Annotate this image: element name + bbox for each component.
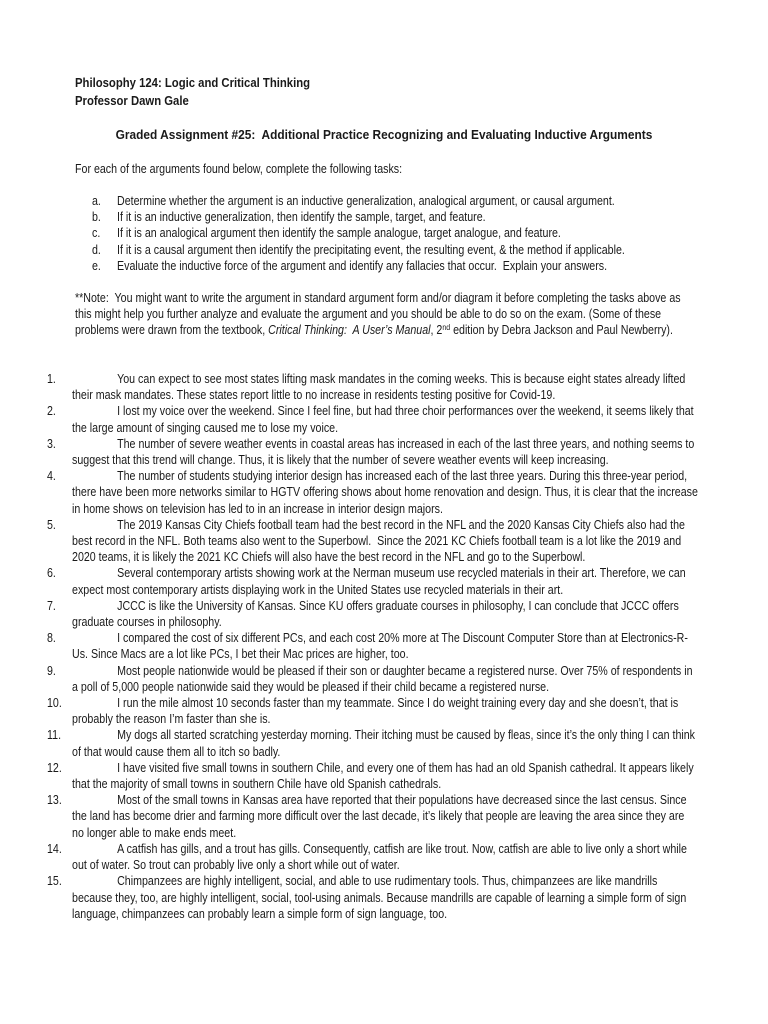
argument-item — [47, 436, 698, 468]
argument-text: You can expect to see most states lifting mask mandates in the coming weeks. This is because eight states already lifted their mask mandates. These states report little to no increase in residents testing positive for Covid-19. — [72, 371, 689, 403]
argument-list — [47, 371, 701, 922]
note-text-end: edition by Debra Jackson and Paul Newberry). — [450, 322, 673, 338]
argument-text: I have visited five small towns in southern Chile, and every one of them has had an old Spanish cathedral. It appears likely that the majority of small towns in southern Chile have old Spanish cathedrals. — [72, 759, 697, 792]
note-text: **Note: You might want to write the argument in standard argument form and/or diagram it before completing the tasks above as this might help you further analyze and evaluate the argument and you should be able to do so on the exam. (Some of these problems were drawn from the textbook, — [75, 290, 684, 338]
course-title: Philosophy 124: Logic and Critical Thinking — [75, 75, 311, 90]
argument-text: My dogs all started scratching yesterday morning. Their itching must be caused by fleas, since it’s the only thing I can think of that would cause them all to itch so badly. — [72, 727, 698, 759]
argument-item — [47, 727, 698, 759]
argument-text: Most of the small towns in Kansas area have reported that their populations have decreased since the last census. Since the land has become drier and farming more difficult over the last decade, it’s likely that people are leaving the area since they are no longer able to make ends meet. — [72, 792, 690, 840]
course-header — [75, 74, 310, 110]
task-letter: e. — [92, 257, 101, 273]
argument-item — [47, 403, 698, 435]
task-text: Determine whether the argument is an inductive generalization, analogical argument, or causal argument. — [117, 193, 615, 208]
argument-text: Most people nationwide would be pleased if their son or daughter became a registered nurse. Over 75% of respondents in a poll of 5,000 people nationwide said they would be pleased if their child became a registered nurse. — [72, 662, 696, 694]
argument-number: 9. — [47, 662, 56, 678]
argument-item — [47, 630, 698, 662]
argument-item — [47, 695, 698, 727]
task-text: If it is an inductive generalization, then identify the sample, target, and feature. — [117, 209, 486, 225]
argument-item — [47, 792, 698, 841]
task-letter: c. — [92, 225, 101, 241]
argument-text: I compared the cost of six different PCs, and each cost 20% more at The Discount Computer Store than at Electronics-R-Us. Since Macs are a lot like PCs, I bet their Mac prices are higher, too. — [72, 630, 688, 662]
argument-number: 2. — [47, 403, 56, 419]
argument-text: Chimpanzees are highly intelligent, social, and able to use rudimentary tools. Thus, chimpanzees are like mandrills because they, too, are highly intelligent, social, tool-using animals. Because mandrills are capable of learning a simple form of sign language, chimpanzees can probably learn a simple form of sign language, too. — [72, 873, 690, 921]
task-item — [92, 209, 698, 225]
argument-item — [47, 663, 698, 695]
task-item — [92, 258, 698, 274]
argument-number: 7. — [47, 597, 56, 613]
argument-text: The 2019 Kansas City Chiefs football team had the best record in the NFL and the 2020 Kansas City Chiefs also had the best record in the NFL. Both teams also went to the Superbowl. Since the 2021 KC Chiefs football team is a lot like the 2019 and 2020 teams, it is likely the 2021 KC Chiefs will also have the best record in the NFL and go to the Superbowl. — [72, 516, 688, 565]
argument-item — [47, 517, 698, 566]
argument-item — [47, 468, 701, 517]
task-letter: a. — [92, 193, 101, 208]
argument-item — [47, 841, 698, 873]
task-letter: d. — [92, 241, 101, 257]
argument-number: 3. — [47, 435, 56, 451]
argument-text: A catfish has gills, and a trout has gills. Consequently, catfish are like trout. Now, catfish are able to live only a short while out of water. So trout can probably live only a short while out of water. — [72, 840, 690, 873]
task-item — [92, 242, 698, 258]
argument-number: 1. — [47, 371, 56, 386]
argument-text: I lost my voice over the weekend. Since I feel fine, but had three choir performances over the weekend, it seems likely that the large amount of singing caused me to lose my voice. — [72, 403, 697, 435]
task-item — [92, 193, 698, 209]
argument-item — [47, 873, 698, 922]
note-text-edition: , 2 — [430, 322, 443, 338]
argument-item — [47, 760, 698, 792]
task-text: Evaluate the inductive force of the argument and identify any fallacies that occur. Explain your answers. — [117, 257, 608, 273]
argument-number: 13. — [47, 792, 62, 808]
argument-text: The number of students studying interior design has increased each of the last three years. During this three-year period, there have been more networks similar to HGTV offering shows about home renovation and design. Thus, it is clear that the increase in home shows on television has led to in an increase in interior design majors. — [72, 468, 701, 516]
task-item — [92, 225, 698, 241]
task-list — [92, 193, 698, 274]
argument-text: JCCC is like the University of Kansas. Since KU offers graduate courses in philosophy, I can conclude that JCCC offers graduate courses in philosophy. — [72, 597, 682, 630]
argument-text: I run the mile almost 10 seconds faster than my teammate. Since I do weight training every day and she doesn’t, that is probably the reason I’m faster than she is. — [72, 695, 682, 727]
task-letter: b. — [92, 209, 101, 225]
argument-text: Several contemporary artists showing work at the Nerman museum use recycled materials in their art. Therefore, we can expect most contemporary artists displaying work in the United States use recycled materials in their art. — [72, 565, 689, 597]
professor-name: Professor Dawn Gale — [75, 93, 189, 108]
assignment-title: Graded Assignment #25: Additional Practice Recognizing and Evaluating Inductive Arguments — [115, 127, 653, 142]
argument-number: 4. — [47, 468, 56, 484]
book-title: Critical Thinking: A User’s Manual — [268, 322, 431, 338]
argument-number: 8. — [47, 630, 56, 646]
argument-number: 12. — [47, 759, 62, 775]
argument-number: 5. — [47, 516, 56, 532]
argument-number: 10. — [47, 695, 62, 711]
argument-text: The number of severe weather events in coastal areas has increased in each of the last three years, and nothing seems to suggest that this trend will change. Thus, it is likely that the number of severe weather events will keep increasing. — [72, 435, 698, 468]
instructions: For each of the arguments found below, complete the following tasks: — [75, 161, 403, 176]
argument-number: 6. — [47, 565, 56, 581]
note-paragraph — [75, 290, 698, 339]
task-text: If it is an analogical argument then identify the sample analogue, target analogue, and feature. — [117, 225, 561, 241]
edition-superscript: nd — [442, 322, 451, 333]
argument-item — [47, 565, 698, 597]
task-text: If it is a causal argument then identify the precipitating event, the resulting event, & the method if applicable. — [117, 241, 625, 257]
argument-item — [47, 371, 698, 403]
argument-number: 14. — [47, 840, 62, 856]
argument-number: 11. — [47, 727, 62, 743]
argument-number: 15. — [47, 873, 62, 889]
argument-item — [47, 598, 698, 630]
